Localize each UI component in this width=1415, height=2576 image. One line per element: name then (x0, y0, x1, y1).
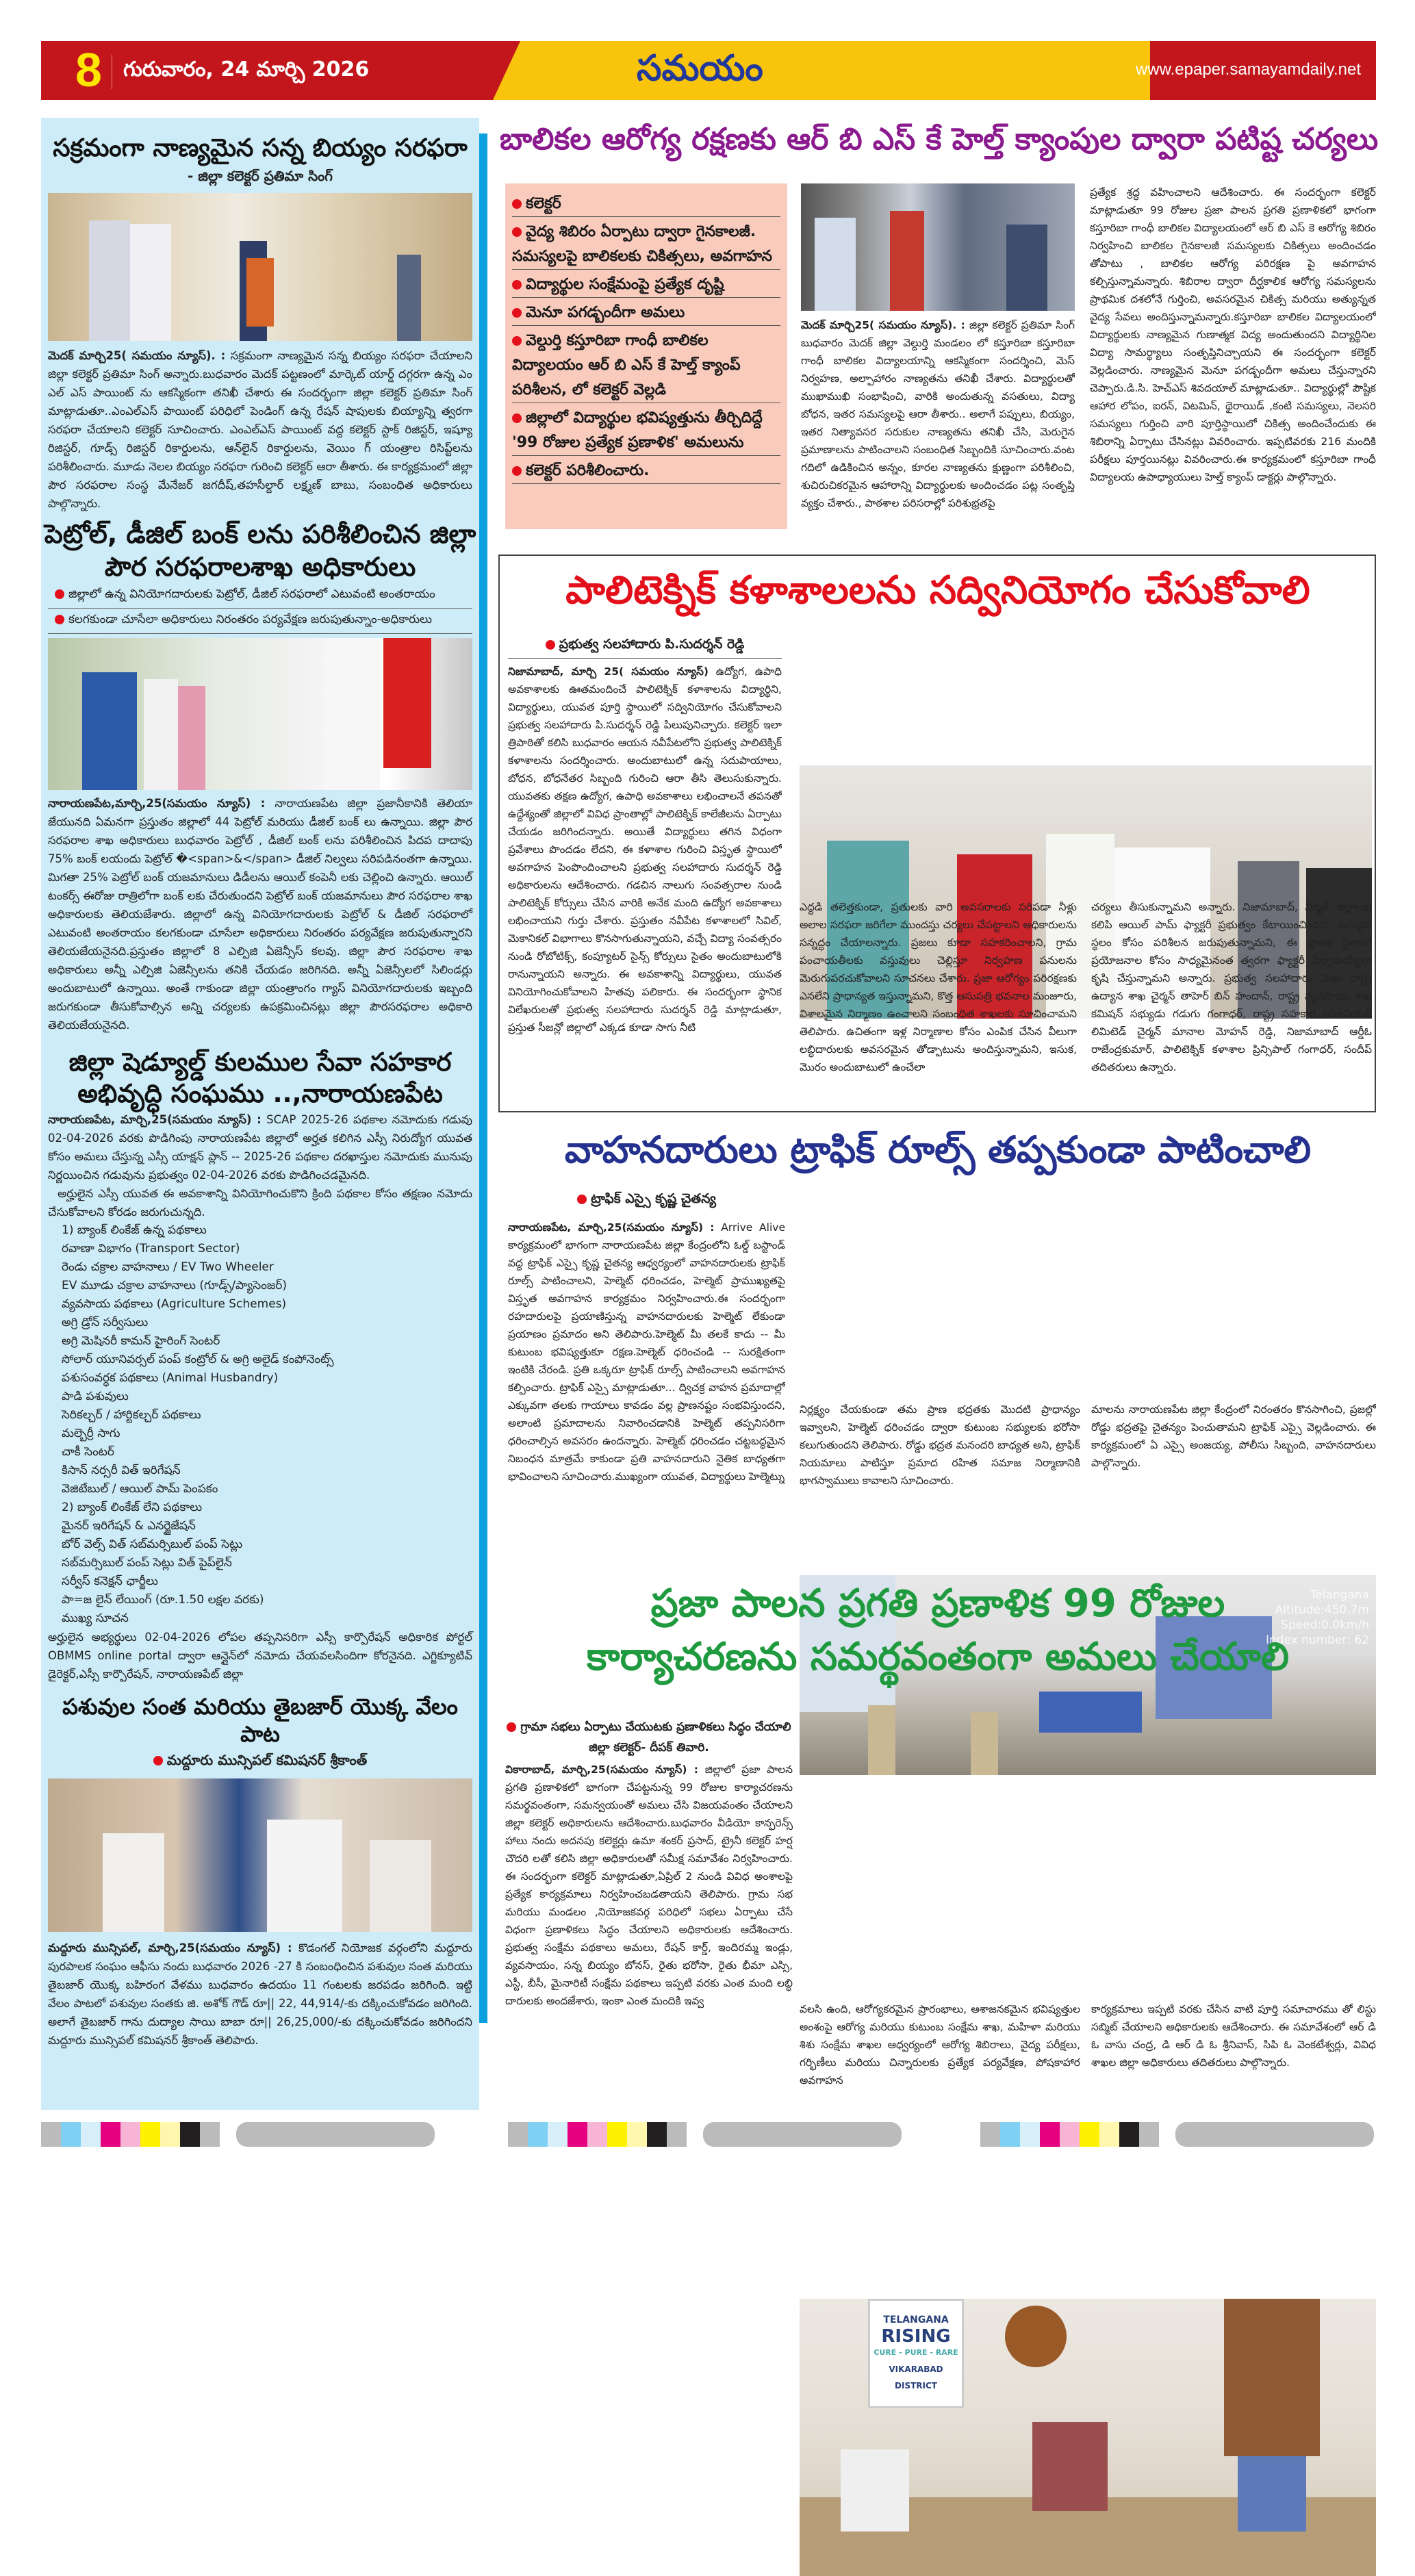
page-header (41, 41, 1376, 100)
scheme-item: మల్బెర్రీ సాగు (62, 1426, 120, 1440)
article-rice (41, 118, 479, 513)
body-text: కొడంగల్ నియోజక వర్గంలోని మద్దూరు పురపాలక సంఘం ఆఫీసు నందు బుధవారం 2026 -27 కి సంబంధించిన పశువుల సంత మరియు తైబజార్ యొక్క బహిరంగ వేళము బుధవారం ఉదయం 11 గంటలకు జరపడం జరిగింది. ఇట్టి వేలం పాటలో పశువుల సంతకు జి. అశోక్ గౌడ్ రూ|| 22, 44,914/-కు దక్కించుకోవడం జరిగింది. అలాగే తైబజార్ గాను దుద్యాల సాయి బాబా రూ|| 26,25,000/-కు దక్కించుకోవడం జరిగిందని మద్దూరు మున్సిపల్ కమిషనర్ శ్రీకాంత్ తెలిపారు. (48, 1941, 472, 2047)
color-bar (980, 2122, 1159, 2147)
dateline: నారాయణపేట, మార్చి,25(సమయం న్యూస్) : (48, 1112, 262, 1126)
bullet-icon (512, 466, 522, 476)
body-text: జిల్లాలో ప్రజా పాలన ప్రగతి ప్రణాళికలో భాగంగా చేపట్టనున్న 99 రోజుల కార్యాచరణను సమర్థవంతంగా, సమన్వయంతో అమలు చేసి విజయవంతం చేయాలని జిల్లా కలెక్టర్ అధికారులను ఆదేశించారు.బుధవారం వీడియో కాన్ఫరెన్స్ హాలు నందు అదనపు కలెక్టర్లు ఉమా శంకర్ ప్రసాద్, ట్రైనీ కలెక్టర్ హర్ష చౌదరి లతో కలిసి జిల్లా అధికారులతో సమీక్ష సమావేశం నిర్వహించారు. ఈ సందర్భంగా కలెక్టర్ మాట్లాడుతూ,ఏప్రిల్ 2 నుండి వివిధ అంశాలపై ప్రత్యేక కార్యక్రమాలు నిర్వహించబడతాయని తెలిపారు. గ్రామ సభ మరియు మండలం ,నియోజకవర్గ పరిధిలో సభలు ఏర్పాటు చేసే విధంగా ప్రణాళికలు సిద్ధం చేయాలని అధికారులకు ఆదేశించారు. ప్రభుత్వ సంక్షేమ పథకాలు అమలు, రేషన్ కార్డ్, ఇందిరమ్మ ఇండ్లు, వ్యవసాయం, సన్న బియ్యం బోనస్, రైతు భరోసా, రైతు భీమా ఎస్సి, ఎస్టీ, బీసీ, మైనారిటీ సంక్షేమ పథకాలు ఇప్పటి వరకు ఎంత మంది లబ్ధి దారులకు అందజేశారు, ఇంకా ఎంత మందికి ఇవ్వ (505, 1763, 793, 2007)
color-bar (508, 2122, 687, 2147)
highlight-text: విద్యార్థుల సంక్షేమంపై ప్రత్యేక దృష్టి (526, 276, 724, 293)
scheme-item: వెజిటేబుల్ / ఆయిల్ పామ్ పెంపకం (62, 1481, 218, 1496)
dateline: వికారాబాద్, మార్చి,25(సమయం న్యూస్) : (505, 1763, 698, 1776)
bullet-icon (577, 1195, 587, 1204)
article-body (41, 1939, 479, 2050)
dateline: మెదక్ మార్చి25( సమయం న్యూస్). : (48, 349, 226, 362)
article-footer: అర్హులైన అభ్యర్థులు 02-04-2026 లోపల తప్పనిసరిగా ఎస్సీ కార్పొరేషన్ అధికారిక పోర్టల్ OBMMS online portal ద్వారా ఆన్లైన్‌లో నమోదు చేయవలసిందిగా కోరనైనది. ఎగ్జిక్యూటివ్ డైరెక్టర్,ఎస్సీ కార్పొరేషన్, నారాయణపేట్ జిల్లా (48, 1630, 472, 1681)
article-body-polytechnic-cont2: చర్యలు తీసుకున్నామని అన్నారు. నిజామాబాద్, నిర్మల్ జిల్లాలకు కలిపి ఆయిల్ పామ్ ఫ్యాక్టరీ ప్రభుత్వం కేటాయించిందని, అనువైన స్థలం కోసం పరిశీలన జరుపుతున్నామని, ఈ ప్రాంత రైతాంగ ప్రయోజనాల కోసం సాధ్యమైనంత త్వరగా ఫ్యాక్టరీ ఏర్పాటయ్యేలా కృషి చేస్తున్నామని అన్నారు. ప్రభుత్వ సలహాదారు వెంట రాష్ట్ర ఉద్యాన శాఖ చైర్మన్ తాహెర్ బిన్ హందాన్, రాష్ట్ర వ్యవసాయ శాఖ కమిషన్ సభ్యుడు గడుగు గంగాధర్, రాష్ట్ర సహకార యూనియన్ లిమిటెడ్ చైర్మన్ మానాల మోహన్ రెడ్డి, నిజామాబాద్ ఆర్డీఓ రాజేంద్రకుమార్, పాలిటెక్నిక్ కళాశాల ప్రిన్సిపాల్ గంగాధర్, సందీప్ తదితరులు ఉన్నారు. (1091, 901, 1372, 1073)
scheme-list (41, 1221, 479, 1628)
column-divider (479, 133, 487, 2023)
bullet-icon (55, 615, 64, 624)
scheme-item: 1) బ్యాంక్ లింకేజ్ ఉన్న పథకాలు (62, 1223, 207, 1237)
scheme-item: సర్వీస్ కనెక్షన్ ఛార్జీలు (62, 1574, 158, 1588)
dateline: మద్దూరు మున్సిపల్, మార్చి,25(సమయం న్యూస్) : (48, 1941, 292, 1954)
dateline: నారాయణపేట, మార్చి,25(సమయం న్యూస్) : (508, 1221, 715, 1234)
article-body-praja (505, 1761, 793, 2103)
body-text: అర్హులైన ఎస్సీ యువత ఈ అవకాశాన్ని వినియోగించుకొని క్రింది పథకాల కోసం తక్షణం నమోదు చేసుకోవాలని కోరడం జరుగుచున్నది. (48, 1186, 472, 1219)
highlight-item (512, 406, 780, 456)
gray-bar (1175, 2122, 1374, 2147)
photo-rice-godown (48, 193, 472, 341)
scheme-item: పా=జ లైన్ లేయింగ్ (రూ.1.50 లక్షల వరకు) (62, 1592, 264, 1607)
scheme-item: రవాణా విభాగం (Transport Sector) (62, 1241, 240, 1255)
article-body-traffic-cont: నిర్లక్ష్యం చేయకుండా తమ ప్రాణ భద్రతకు మొదటి ప్రాధాన్యం ఇవ్వాలని, హెల్మెట్ ధరించడం ద్వారా కుటుంబ సభ్యులకు భరోసా కలుగుతుందని తెలిపారు. రోడ్డు భద్రత మనందరి బాధ్యత అని, ట్రాఫిక్ నియమాలు పాటిస్తూ ప్రమాద రహిత సమాజ నిర్మాణానికి భాగస్వాములు కావాలని సూచించారు. (800, 1403, 1080, 1487)
issue-date: గురువారం, 24 మార్చి 2026 (123, 58, 370, 81)
bullet-icon (512, 308, 522, 318)
page-number: 8 (75, 43, 102, 97)
photo-rbsk-camp (801, 183, 1075, 311)
article-scap (41, 1034, 479, 1683)
bullet-icon (507, 1722, 516, 1732)
byline (508, 1191, 785, 1212)
headline-traffic: వాహనదారులు ట్రాఫిక్ రూల్స్ తప్పకుండా పాటించాలి (564, 1128, 1312, 1171)
headline-praja-palana-2: కార్యాచరణను సమర్థవంతంగా అమలు చేయాలి (586, 1635, 1290, 1679)
scheme-item: చాకీ సెంటర్ (62, 1444, 114, 1459)
bullet-point (48, 583, 472, 609)
banner-line: CURE - PURE - RARE (874, 2348, 958, 2357)
scheme-item: కిసాన్ నర్సరీ విత్ ఇరిగేషన్ (62, 1463, 181, 1477)
left-column (41, 118, 479, 2110)
highlight-item (512, 192, 780, 217)
bullet-icon (546, 640, 555, 650)
byline-text: ట్రాఫిక్ ఎస్సై కృష్ణ చైతన్య (591, 1191, 716, 1206)
article-body-praja-cont: వలసి ఉంది, ఆరోగ్యకరమైన ప్రారంభాలు, ఆశాజనకమైన భవిష్యత్తుల అంశంపై ఆరోగ్య మరియు కుటుంబ సంక్షేమ శాఖ, మహిళా మరియు శిశు సంక్షేమ శాఖల ఆధ్వర్యంలో ఆరోగ్య శిబిరాలు, వైద్య పరీక్షలు, గర్భిణీలు మరియు చిన్నారులకు ప్రత్యేక పర్యవేక్షణ, పోషకాహార అవగాహన (800, 2003, 1080, 2087)
color-bar (41, 2122, 220, 2147)
banner-line: RISING (881, 2326, 951, 2347)
highlight-item (512, 220, 780, 270)
bullet-icon (153, 1756, 163, 1765)
highlights-box (505, 183, 787, 529)
bullet-icon (512, 336, 522, 346)
scheme-item: సెరికల్చర్ / హార్టికల్చర్ పథకాలు (62, 1407, 201, 1422)
scheme-item: 2) బ్యాంక్ లింకేజ్ లేని పథకాలు (62, 1500, 203, 1514)
scheme-item: సోలార్ యూనివర్సల్ పంప్ కంట్రోల్ & అగ్రి అలైడ్ కంపోనెంట్స్ (62, 1352, 334, 1366)
byline (508, 637, 782, 659)
headline-praja-palana-1: ప్రజా పాలన ప్రగతి ప్రణాళిక 99 రోజుల (650, 1581, 1225, 1626)
photo-petrol-bunk (48, 638, 472, 790)
body-text: Arrive Alive కార్యక్రమంలో భాగంగా నారాయణపేట జిల్లా కేంద్రంలోని ఓల్డ్ బస్టాండ్ వద్ద ట్రాఫిక్ ఎస్సై కృష్ణ చైతన్య ఆధ్వర్యంలో వాహనదారులకు ట్రాఫిక్ రూల్స్ పాటించాలని, హెల్మెట్ ధరించడం, హెల్మెట్ ప్రాముఖ్యతపై విస్తృత అవగాహన కార్యక్రమం నిర్వహించారు.ఈ సందర్భంగా రహదారులపై ప్రయాణిస్తున్న వాహనదారులకు హెల్మెట్ లేకుండా ప్రయాణం ప్రమాదం అని తెలిపారు.హెల్మెట్ మీ తలకే కాదు -- మీ కుటుంబ భవిష్యత్తుకూ రక్షణ.హెల్మెట్ ధరించండి -- సురక్షితంగా ఇంటికి చేరండి. ప్రతి ఒక్కరూ ట్రాఫిక్ రూల్స్ పాటించాలని అవగాహన కల్పించారు. ట్రాఫిక్ ఎస్సై మాట్లాడుతూ... ద్విచక్ర వాహన ప్రమాదాల్లో ఎక్కువగా తలకు గాయాలు కావడం వల్ల ప్రాణనష్టం సంభవిస్తుందని, అలాంటి ప్రమాదాలను నివారించడానికి హెల్మెట్ తప్పనిసరిగా ధరించాల్సిన అవసరం ఉందన్నారు. హెల్మెట్ ధరించడం చట్టబద్ధమైన నిబంధన మాత్రమే కాకుండా ప్రతి వాహనదారుని నైతిక బాధ్యతగా భావించాలని సూచించారు.ముఖ్యంగా యువత, విద్యార్థులు హెల్మెట్ను (508, 1221, 785, 1483)
article-body-praja-cont2: కార్యక్రమాలు ఇప్పటి వరకు చేసిన వాటి పూర్తి సమాచారము తో లిస్టు సబ్మిట్ చేయాలని అధికారులకు ఆదేశించారు. ఈ సమావేశంలో ఆర్ డి ఓ వాసు చంద్ర, డి ఆర్ డి ఓ శ్రీనివాస్, సిపి ఓ వెంకటేశ్వర్లు, వివిధ శాఖల జిల్లా అధికారులు తదితరులు పాల్గొన్నారు. (1091, 2003, 1376, 2069)
scheme-item: పాడి పశువులు (62, 1389, 129, 1403)
byline-text: ప్రభుత్వ సలహాదారు పి.సుదర్శన్ రెడ్డి (559, 637, 745, 652)
bullet-icon (512, 280, 522, 290)
overlay-line: Index number: 62 (1265, 1633, 1369, 1647)
scheme-item: మైనర్ ఇరిగేషన్ & ఎనర్జైజేషన్ (62, 1518, 196, 1533)
body-text: నారాయణపేట జిల్లా ప్రజానీకానికి తెలియా జేయునది ఏమనగా ప్రస్తుతం జిల్లాలో 44 పెట్రోల్ మరియు డీజిల్ బంక్ లు ఉన్నాయి. జిల్లా పౌర సరఫరాల శాఖ అధికారులు బుధవారం పెట్రోల్ , డీజిల్ బంక్ లను పరిశీలించిన పిదప దాదాపు 75% బంక్ లయందు పెట్రోల్ �<span>&</span> డీజిల్ నిల్వలు సరిపడినంతగా ఉన్నాయి. మిగతా 25% పెట్రోల్ బంక్ యజమానులు డిడీలను ఆయిల్ కంపెనీ లకు చెల్లించి ఉన్నారు. ఆయిల్ టంకర్స్ ఈరోజు రాత్రిలోగా బంక్ లకు చేరుతుందని పెట్రోల్ బంక్ యజమానులు పౌర సరఫరాల శాఖ అధికారులకు తెలియజేశారు. జిల్లాలో ఉన్న వినియోగదారులకు పెట్రోల్ & డీజిల్ సరఫరాలో ఎటువంటి అంతరాయం కలగకుండా చూసేలా అధికారులు నిరంతరం పర్యవేక్షణ జరుపుతున్నారని తెలియజేయనైనది.ప్రస్తుతం జిల్లాలో 8 ఎల్పిజి ఏజెన్సీస్ కలవు. జిల్లా పౌర సరఫరాల శాఖ అధికారులు అన్నీ ఎల్పిజి ఏజెన్సీలను తనికి చేయడం జరిగినది. అన్నీ ఏజెన్సీలలో సిలిండర్లు అందుబాటులో ఉన్నాయి. అంతే గాకుండా జిల్లా యంత్రాంగం గ్యాస్ వినియోగదారులకు ఇబ్బంది జరుగకుండా తీసుకోవాల్సిన అన్ని చర్యలకు ఉపక్రమించినట్లు జిల్లా పౌరసరఫరాల అధికారి తెలియజేయనైనది. (48, 797, 472, 1032)
article-body (41, 794, 479, 1034)
article-body-rbsk-cont: ప్రత్యేక శ్రద్ధ వహించాలని ఆదేశించారు. ఈ సందర్భంగా కలెక్టర్ మాట్లాడుతూ 99 రోజుల ప్రజా పాలన ప్రగతి ప్రణాళికలో భాగంగా కస్తూరిబా గాంధీ బాలికల విద్యాలయంలో ఆర్ బి ఎస్ కె ఆరోగ్య శిబిరం నిర్వహించి బాలికల గైనకాలజీ సమస్యలకు చికిత్సలు అందించడం తోపాటు , బాలికల ఆరోగ్య పరిరక్షణ పై అవగాహన కల్పిస్తున్నామన్నారు. శిబిరాల ద్వారా దీర్ఘకాలిక ఆరోగ్య సమస్యలను ప్రాథమిక దశలోనే గుర్తించి, అవసరమైన చికిత్స మరియు అత్యున్నత వైద్య సేవలు అందిస్తున్నామన్నారు.కస్తూరిబా బాలికల విద్యాలయంలో విద్యార్థులకు నాణ్యమైన గుణాత్మక విద్య అందుతుందని విద్యార్థినిల విద్యా సామర్థ్యాలు సంతృప్తినిచ్చాయని ఈ సందర్భంగా కలెక్టర్ వెల్లడించారు. నాణ్యమైన మెనూ పగడ్బందీగా అమలు చేస్తున్నారని చెప్పారు.డి.సి. హెచ్ఎస్ శివదయాల్ మాట్లాడుతూ.. విద్యార్థుల్లో పౌష్టిక ఆహార లోపం, ఐరన్, విటమిన్, థైరాయిడ్ ,కంటి సమస్యలు, నెలసరి సమస్యలు గుర్తించి వారి పూర్తిస్థాయిలో చికిత్స అందించేందుకు ఈ శిబిరాన్ని ఏర్పాటు చేసినట్లు వివరించారు. ఇప్పటివరకు 216 మందికి పరీక్షలు పూర్తయినట్లు వివరించారు.ఈ కార్యక్రమంలో కస్తూరిబా గాంధీ విద్యాలయ ఉపాధ్యాయులు హెల్త్ క్యాంప్ డాక్టర్లు పాల్గొన్నారు. (1090, 186, 1376, 483)
district-banner (868, 2299, 964, 2408)
poly-byline-wrap (508, 637, 782, 661)
article-body-polytechnic (508, 663, 782, 1106)
dateline: నారాయణపేట,మార్చి,25(సమయం న్యూస్) : (48, 797, 266, 810)
highlight-text: వైద్య శిబిరం ఏర్పాటు ద్వారా గైనకాలజీ. సమస్యలపై బాలికలకు చికిత్సలు, అవగాహన (512, 223, 772, 265)
headline: పెట్రోల్, డీజిల్ బంక్ లను పరిశీలించిన జిల్లా పౌర సరఫరాలశాఖ అధికారులు (44, 519, 476, 582)
overlay-line: Altitude:450.7m (1275, 1603, 1369, 1617)
byline: - జిల్లా కలెక్టర్ ప్రతిమా సింగ్ (188, 168, 333, 184)
article-body (41, 346, 479, 513)
bullet-point (48, 609, 472, 634)
scheme-item: ముఖ్య సూచన (62, 1611, 129, 1625)
headline-polytechnic: పాలిటెక్నిక్ కళాశాలలను సద్వినియోగం చేసుకోవాలి (565, 568, 1310, 613)
dateline: మెదక్ మార్చి25( సమయం న్యూస్). : (801, 319, 965, 331)
body-text: SCAP 2025-26 పథకాల నమోదుకు గడువు 02-04-2026 వరకు పొడిగింపు నారాయణపేట జిల్లాలో అర్హత కలిగిన ఎస్సీ నిరుద్యోగ యువత కోసం అమలు చేస్తున్న ఎస్సీ యాక్షన్ ప్లాన్ -- 2025-26 పథకాల దరఖాస్తుల నమోదుకు మునుపు నిర్ణయించిన గడువును ప్రభుత్వం 02-04-2026 వరకు పొడిగించడమైనది. (48, 1112, 473, 1182)
overlay-line: Telangana (1310, 1588, 1369, 1602)
article-body-polytechnic-cont: ఎద్దడి తలెత్తకుండా, ప్రతులకు వారి అవసరాలకు సరిపడా నీళ్లు అలాల సరఫరా జరిగేలా ముందస్తు చర్యలు చేపట్టాలని అధికారులను సన్నద్ధం చేయాలన్నారు. ప్రజలు కూడా సహకరించాలని, గ్రామ పంచాయతీలకు వస్తువులు చెల్లిస్తూ నిర్వహణ పనులను మెరుగుపరచుకోవాలని సూచనలు చేశారు. ప్రజా ఆరోగ్యం పరిరక్షణకు ఎనలేని ప్రాధాన్యత ఇస్తున్నామని, కొత్త ఆసుపత్రి భవనాల మంజూరు, విశాలమైన నిర్మాణం ఉంచాలని సంబంధిత శాఖలకు సూచించామని తెలిపారు. ఉచితంగా ఇళ్ల నిర్మాణాల కోసం ఎంపిక చేసిన వీలుగా లబ్ధిదారులకు అవసరమైన తోడ్పాటును అందిస్తున్నామని, ఇసుక, మొరం అందుబాటులో ఉంచేలా (800, 901, 1077, 1073)
headline: పశువుల సంత మరియు తైబజార్ యొక్క వేలం పాట (62, 1693, 458, 1747)
bullet-icon (55, 589, 64, 599)
photo-auction-meeting (48, 1778, 472, 1932)
gray-bar (236, 2122, 435, 2147)
scheme-item: అగ్రి మెషినరీ కామన్ హైరింగ్ సెంటర్ (62, 1334, 220, 1348)
highlight-text: మెనూ పగడ్బందీగా అమలు (526, 304, 685, 321)
byline-text: మద్దూరు మున్సిపల్ కమిషనర్ శ్రీకాంత్ (166, 1751, 368, 1768)
scheme-item: అగ్రి డ్రోన్ సర్వీసులు (62, 1315, 149, 1329)
scheme-item: సబ్‌మర్సిబుల్ పంప్ సెట్లు విత్ పైప్‌లైన్ (62, 1555, 232, 1570)
byline (505, 1717, 793, 1758)
masthead-logo: సమయం (637, 48, 763, 89)
article-cattle-market (41, 1683, 479, 2050)
scheme-item: వ్యవసాయ పథకాలు (Agriculture Schemes) (62, 1297, 287, 1311)
highlight-text: జిల్లాలో విద్యార్థుల భవిష్యత్తును తీర్చిదిద్దే '99 రోజుల ప్రత్యేక ప్రణాళిక' అమలును (512, 409, 763, 451)
traffic-byline-wrap (508, 1191, 785, 1215)
scheme-item: బోర్ వెల్స్ విత్ సబ్‌మర్సిబుల్ పంప్ సెట్లు (62, 1537, 243, 1551)
banner-line: VIKARABAD DISTRICT (889, 2364, 943, 2390)
body-text: ఉద్యోగ, ఉపాధి అవకాశాలకు ఊతమందించే పాలిటెక్నిక్ కళాశాలను విద్యార్థిని, విద్యార్థులు, యువత పూర్తి స్థాయిలో సద్వినియోగం చేసుకోవాలని ప్రభుత్వ సలహాదారు పి.సుదర్శన్ రెడ్డి పిలుపునిచ్చారు. కలెక్టర్ ఇలా త్రిపాఠితో కలిసి బుధవారం ఆయన నవీపేటలోని ప్రభుత్వ పాలిటెక్నిక్ కళాశాలను సందర్శించారు. అందుబాటులో ఉన్న సదుపాయాలు, బోధన, బోధనేతర సిబ్బంది గురించి ఆరా తీసి తెలుసుకున్నారు. యువతకు తక్షణ ఉద్యోగ, ఉపాధి అవకాశాలు లభించాలనే తపనతో ఉద్దేశ్యంతో జిల్లాలో వివిధ ప్రాంతాల్లో పాలిటెక్నిక్ కాలేజీలను ఏర్పాటు చేయడం జరిగిందన్నారు. అయితే విద్యార్థులు తగిన విధంగా ప్రవేశాలు పొందడం లేదని, ఈ కళాశాల గురించి విస్తృత స్థాయిలో అవగాహన పెంపొందించాలని ప్రభుత్వ సలహాదారు సుదర్శన్ రెడ్డి అధికారులను ఆదేశించారు. గడచిన నాలుగు సంవత్సరాల నుండి పాలిటెక్నిక్ కోర్సులు చేసిన వారికి అనేక మంది ఉద్యోగ అవకాశాలు లభించాయని గుర్తు చేశారు. ప్రస్తుతం నవీపేట కళాశాలలో సివిల్, మెకానికల్ విభాగాలు కొనసాగుతున్నాయని, వచ్చే విద్యా సంవత్సరం నుండి రోబోటిక్స్, కంప్యూటర్ సైన్స్ కోర్సులు సైతం అందుబాటులోకి రానున్నాయని అన్నారు. ఈ అవకాశాన్ని విద్యార్థులు, యువత వినియోగించుకోవాలని హితవు పలికారు. ఈ సందర్భంగా స్థానిక విలేఖరులతో ప్రభుత్వ సలహాదారు సుదర్శన్ రెడ్డి మాట్లాడుతూ, ప్రస్తుత సీజన్లో జిల్లాలో ఎక్కడ కూడా సాగు నీటి (508, 665, 782, 1034)
body-text: సక్రమంగా నాణ్యమైన సన్న బియ్యం సరఫరా చేయాలని జిల్లా కలెక్టర్ ప్రతిమా సింగ్ అన్నారు.బుధవారం మెదక్ పట్టణంలో మార్కెట్ యార్డ్ దగ్గరగా ఉన్న ఎం ఎల్ ఎస్ పాయింట్ ను ఆకస్మికంగా తనిఖీ చేశారు ఈ సందర్భంగా జిల్లా కలెక్టర్ ప్రతిమా సింగ్ మాట్లాడుతూ..ఎంఎల్ఎస్ పాయింట్ పరిధిలో పెండింగ్ ఉన్న రేషన్ షాపులకు బియ్యాన్ని త్వరగా సరఫరా చేయాలని కలెక్టర్ సూచించారు. ఎంఎల్ఎస్ పాయింట్ వద్ద కలెక్టర్ స్టాక్ రిజిస్టర్, ఇష్యూ రిజిస్టర్, గూడ్స్ రిజిస్టర్ రికార్డులను, ఆన్‌లైన్ రికార్డులను, వెయిం గ్ యంత్రాల రిసిప్ట్‌లను పరిశీలించారు. మూడు నెలల బియ్యం సరఫరా గురించి కలెక్టర్ ఆరా తీశారు. ఈ కార్యక్రమంలో జిల్లా పౌర సరఫరాల సంస్థ మేనేజర్ జగదీష్,తహసీల్దార్ లక్ష్మణ్ బాబు, సంబంధిత అధికారులు పాల్గొన్నారు. (48, 349, 473, 510)
dateline: నిజామాబాద్, మార్చి 25( సమయం న్యూస్) (508, 665, 709, 678)
photo-review-meeting (800, 2299, 1376, 2576)
highlight-text: వెల్దుర్తి కస్తూరిబా గాంధీ బాలికల విద్యాలయం ఆర్ బి ఎస్ కే హెల్త్ క్యాంప్ పరిశీలన, లో కలెక్టర్ వెల్లడి (512, 332, 741, 398)
highlight-item (512, 459, 780, 484)
bullet-text: కలగకుండా చూసేలా అధికారులు నిరంతరం పర్యవేక్షణ జరుపుతున్నాం-అధికారులు (68, 613, 433, 626)
banner-line: TELANGANA (883, 2314, 949, 2325)
bullet-icon (512, 227, 522, 237)
gray-bar (703, 2122, 902, 2147)
body-text: జిల్లా కలెక్టర్ ప్రతిమా సింగ్ బుధవారం మెదక్ జిల్లా వెల్దుర్తి మండలం లో కస్తూరిబా కస్తూరిబా గాంధీ బాలికల విద్యాలయాన్ని ఆకస్మికంగా సందర్శించి, మెస్ నిర్వహణ, అల్పాహారం నాణ్యతను తనిఖీ చేశారు. విద్యార్థులతో ముఖాముఖి సంభాషించి, వారికి అందుతున్న వసతులు, విద్యా బోధన, ఇతర సమస్యలపై ఆరా తీశారు.. అలాగే పప్పులు, బియ్యం, ఇతర నిత్యావసర సరుకుల నాణ్యతను తనిఖీ చేసి, మెరుగైన ప్రమాణాలను పాటించాలని సంబంధిత సిబ్బందికి సూచించారు.వంట గదిలో ఉడికించిన అన్నం, కూరల నాణ్యతను క్షుణ్ణంగా పరిశీలించి, శుచిరుచికరమైన ఆహారాన్ని విద్యార్థులకు అందించడం పట్ల సంతృప్తి వ్యక్తం చేశారు., పాఠశాల పరిసరాల్లో పరిశుభ్రతపై (801, 319, 1075, 509)
bullet-icon (512, 199, 522, 209)
overlay-line: Speed:0.0km/h (1281, 1618, 1369, 1632)
headline-rbsk: బాలికల ఆరోగ్య రక్షణకు ఆర్ బి ఎస్ కే హెల్త్ క్యాంపుల ద్వారా పటిష్ట చర్యలు (500, 122, 1379, 157)
header-yellow-band (493, 41, 1150, 100)
highlight-text: కలెక్టర్ (526, 195, 561, 212)
headline: జిల్లా షెడ్యూల్డ్ కులముల సేవా సహకార అభివృద్ధి సంఘము ..,నారాయణపేట (68, 1047, 452, 1109)
byline (41, 1752, 479, 1772)
article-body-traffic-cont2: మాలను నారాయణపేట జిల్లా కేంద్రంలో నిరంతరం కొనసాగించి, ప్రజల్లో రోడ్డు భద్రతపై చైతన్యం పెంచుతామని ట్రాఫిక్ ఎస్సై వెల్లడించారు. ఈ కార్యక్రమంలో ఏ ఎస్సై అంజయ్య, పోలీసు సిబ్బంది, వాహనదారులు పాల్గొన్నారు. (1091, 1403, 1376, 1469)
article-body-traffic (508, 1219, 785, 1561)
bullet-icon (512, 413, 522, 423)
article-body-rbsk (801, 316, 1075, 530)
highlight-item (512, 301, 780, 326)
highlight-item (512, 272, 780, 298)
highlight-item (512, 329, 780, 403)
highlight-text: కలెక్టర్ పరిశీలించారు. (526, 462, 650, 479)
epaper-url[interactable]: www.epaper.samayamdaily.net (1135, 60, 1361, 79)
scheme-item: EV మూడు చక్రాల వాహనాలు (గూడ్స్/ప్యాసెంజర్) (62, 1278, 287, 1292)
scheme-item: పశుసంవర్ధక పథకాలు (Animal Husbandry) (62, 1370, 279, 1385)
article-petrol (41, 513, 479, 1034)
article-body (41, 1110, 479, 1221)
byline-text: గ్రామా సభలు ఏర్పాటు చేయుటకు ప్రణాళికలు సిద్ధం చేయాలి జిల్లా కలెక్టర్- దీపక్ తివారి. (520, 1720, 791, 1755)
headline: సక్రమంగా నాణ్యమైన సన్న బియ్యం సరఫరా (53, 134, 468, 162)
scheme-item: రెండు చక్రాల వాహనాలు / EV Two Wheeler (62, 1260, 274, 1274)
emblem-icon (1005, 2306, 1067, 2367)
bullet-text: జిల్లాలో ఉన్న వినియోగదారులకు పెట్రోల్, డీజిల్ సరఫరాలో ఎటువంటి అంతరాయం (68, 587, 435, 601)
